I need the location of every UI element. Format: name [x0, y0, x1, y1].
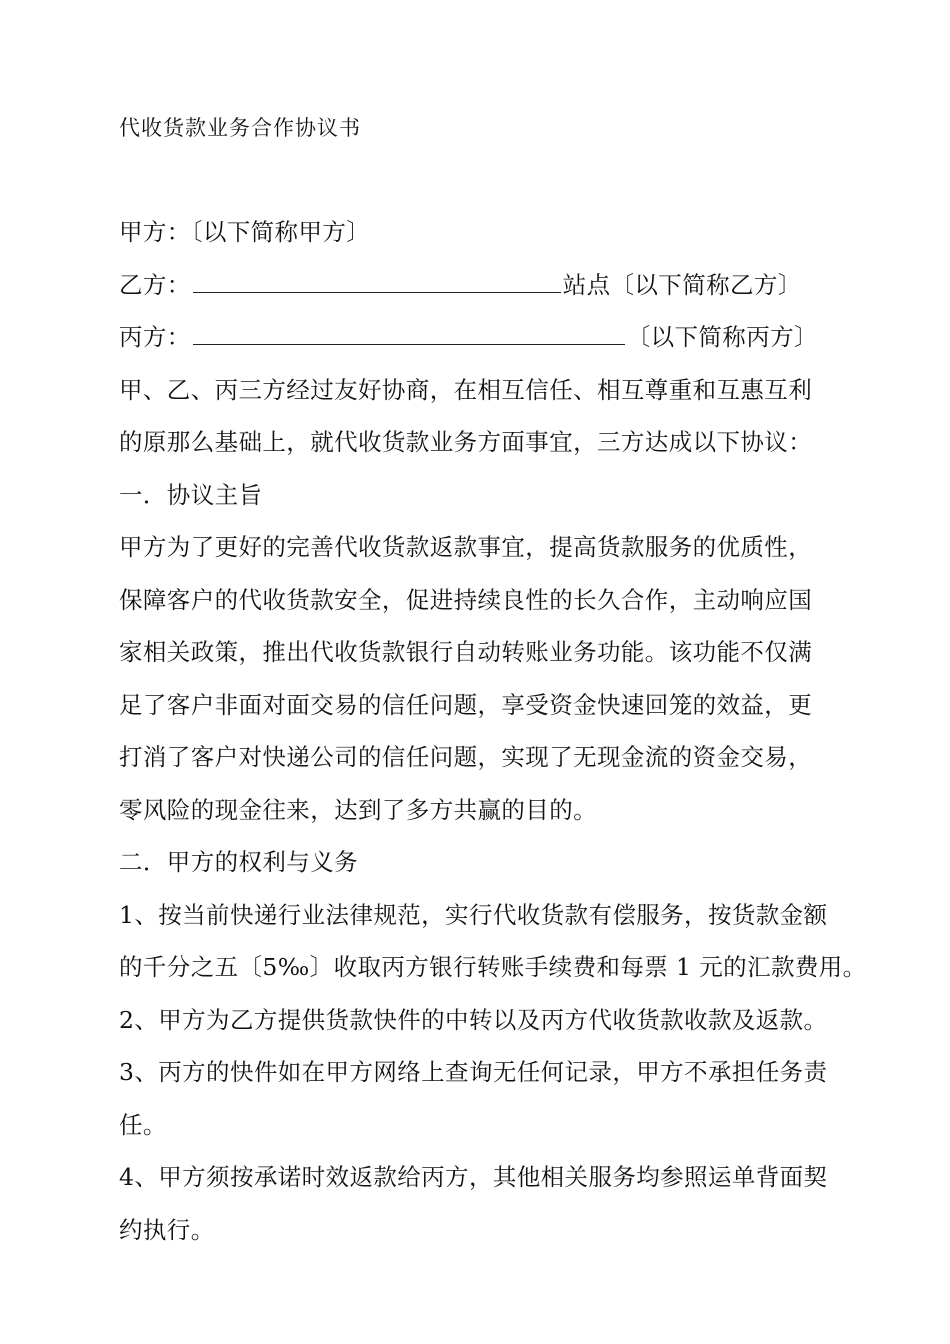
section2-line: 1、按当前快递行业法律规范，实行代收货款有偿服务，按货款金额: [119, 900, 828, 929]
section1-line: 保障客户的代收货款安全，促进持续良性的长久合作，主动响应国: [119, 585, 813, 614]
party-b-line: [119, 259, 834, 312]
section2-line: 任。: [119, 1110, 167, 1139]
section1-line: 家相关政策，推出代收货款银行自动转账业务功能。该功能不仅满: [119, 638, 813, 666]
party-a-label: 甲方：: [119, 218, 191, 246]
section2-line: 4、甲方须按承诺时效返款给丙方，其他相关服务均参照运单背面契: [119, 1163, 828, 1191]
section2-line: 约执行。: [119, 1215, 215, 1244]
party-c-line: [119, 311, 834, 364]
party-c-suffix: 〔以下简称丙方〕: [626, 323, 818, 351]
party-a-suffix: 〔以下简称甲方〕: [190, 218, 371, 246]
section1-line: 打消了客户对快递公司的信任问题，实现了无现金流的资金交易，: [119, 743, 813, 771]
intro-line: 甲、乙、丙三方经过友好协商，在相互信任、相互尊重和互惠互利: [119, 375, 813, 404]
party-a-line: [119, 206, 834, 259]
section2-line: 3、丙方的快件如在甲方网络上查询无任何记录，甲方不承担任务责: [119, 1058, 828, 1086]
document-title: 代收货款业务合作协议书: [119, 116, 361, 140]
party-c-label: 丙方：: [119, 323, 191, 351]
party-c-blank: [193, 322, 625, 345]
intro-line: 的原那么基础上，就代收货款业务方面事宜，三方达成以下协议：: [119, 428, 813, 456]
section1-heading: 一．协议主旨: [119, 480, 263, 509]
section1-line: 甲方为了更好的完善代收货款返款事宜，提高货款服务的优质性，: [119, 533, 813, 561]
party-b-suffix: 站点〔以下简称乙方〕: [562, 270, 802, 299]
section1-line: 足了客户非面对面交易的信任问题，享受资金快速回笼的效益，更: [119, 690, 813, 719]
party-b-blank: [193, 270, 561, 293]
section2-line: 2、甲方为乙方提供货款快件的中转以及丙方代收货款收款及返款。: [119, 1005, 828, 1034]
party-b-label: 乙方：: [119, 270, 191, 299]
section2-heading: 二．甲方的权利与义务: [119, 848, 358, 876]
section1-line: 零风险的现金往来，达到了多方共赢的目的。: [119, 795, 597, 824]
section2-line: 的千分之五〔5‰〕收取丙方银行转账手续费和每票 1 元的汇款费用。: [119, 953, 867, 981]
document-body: [119, 206, 867, 1256]
